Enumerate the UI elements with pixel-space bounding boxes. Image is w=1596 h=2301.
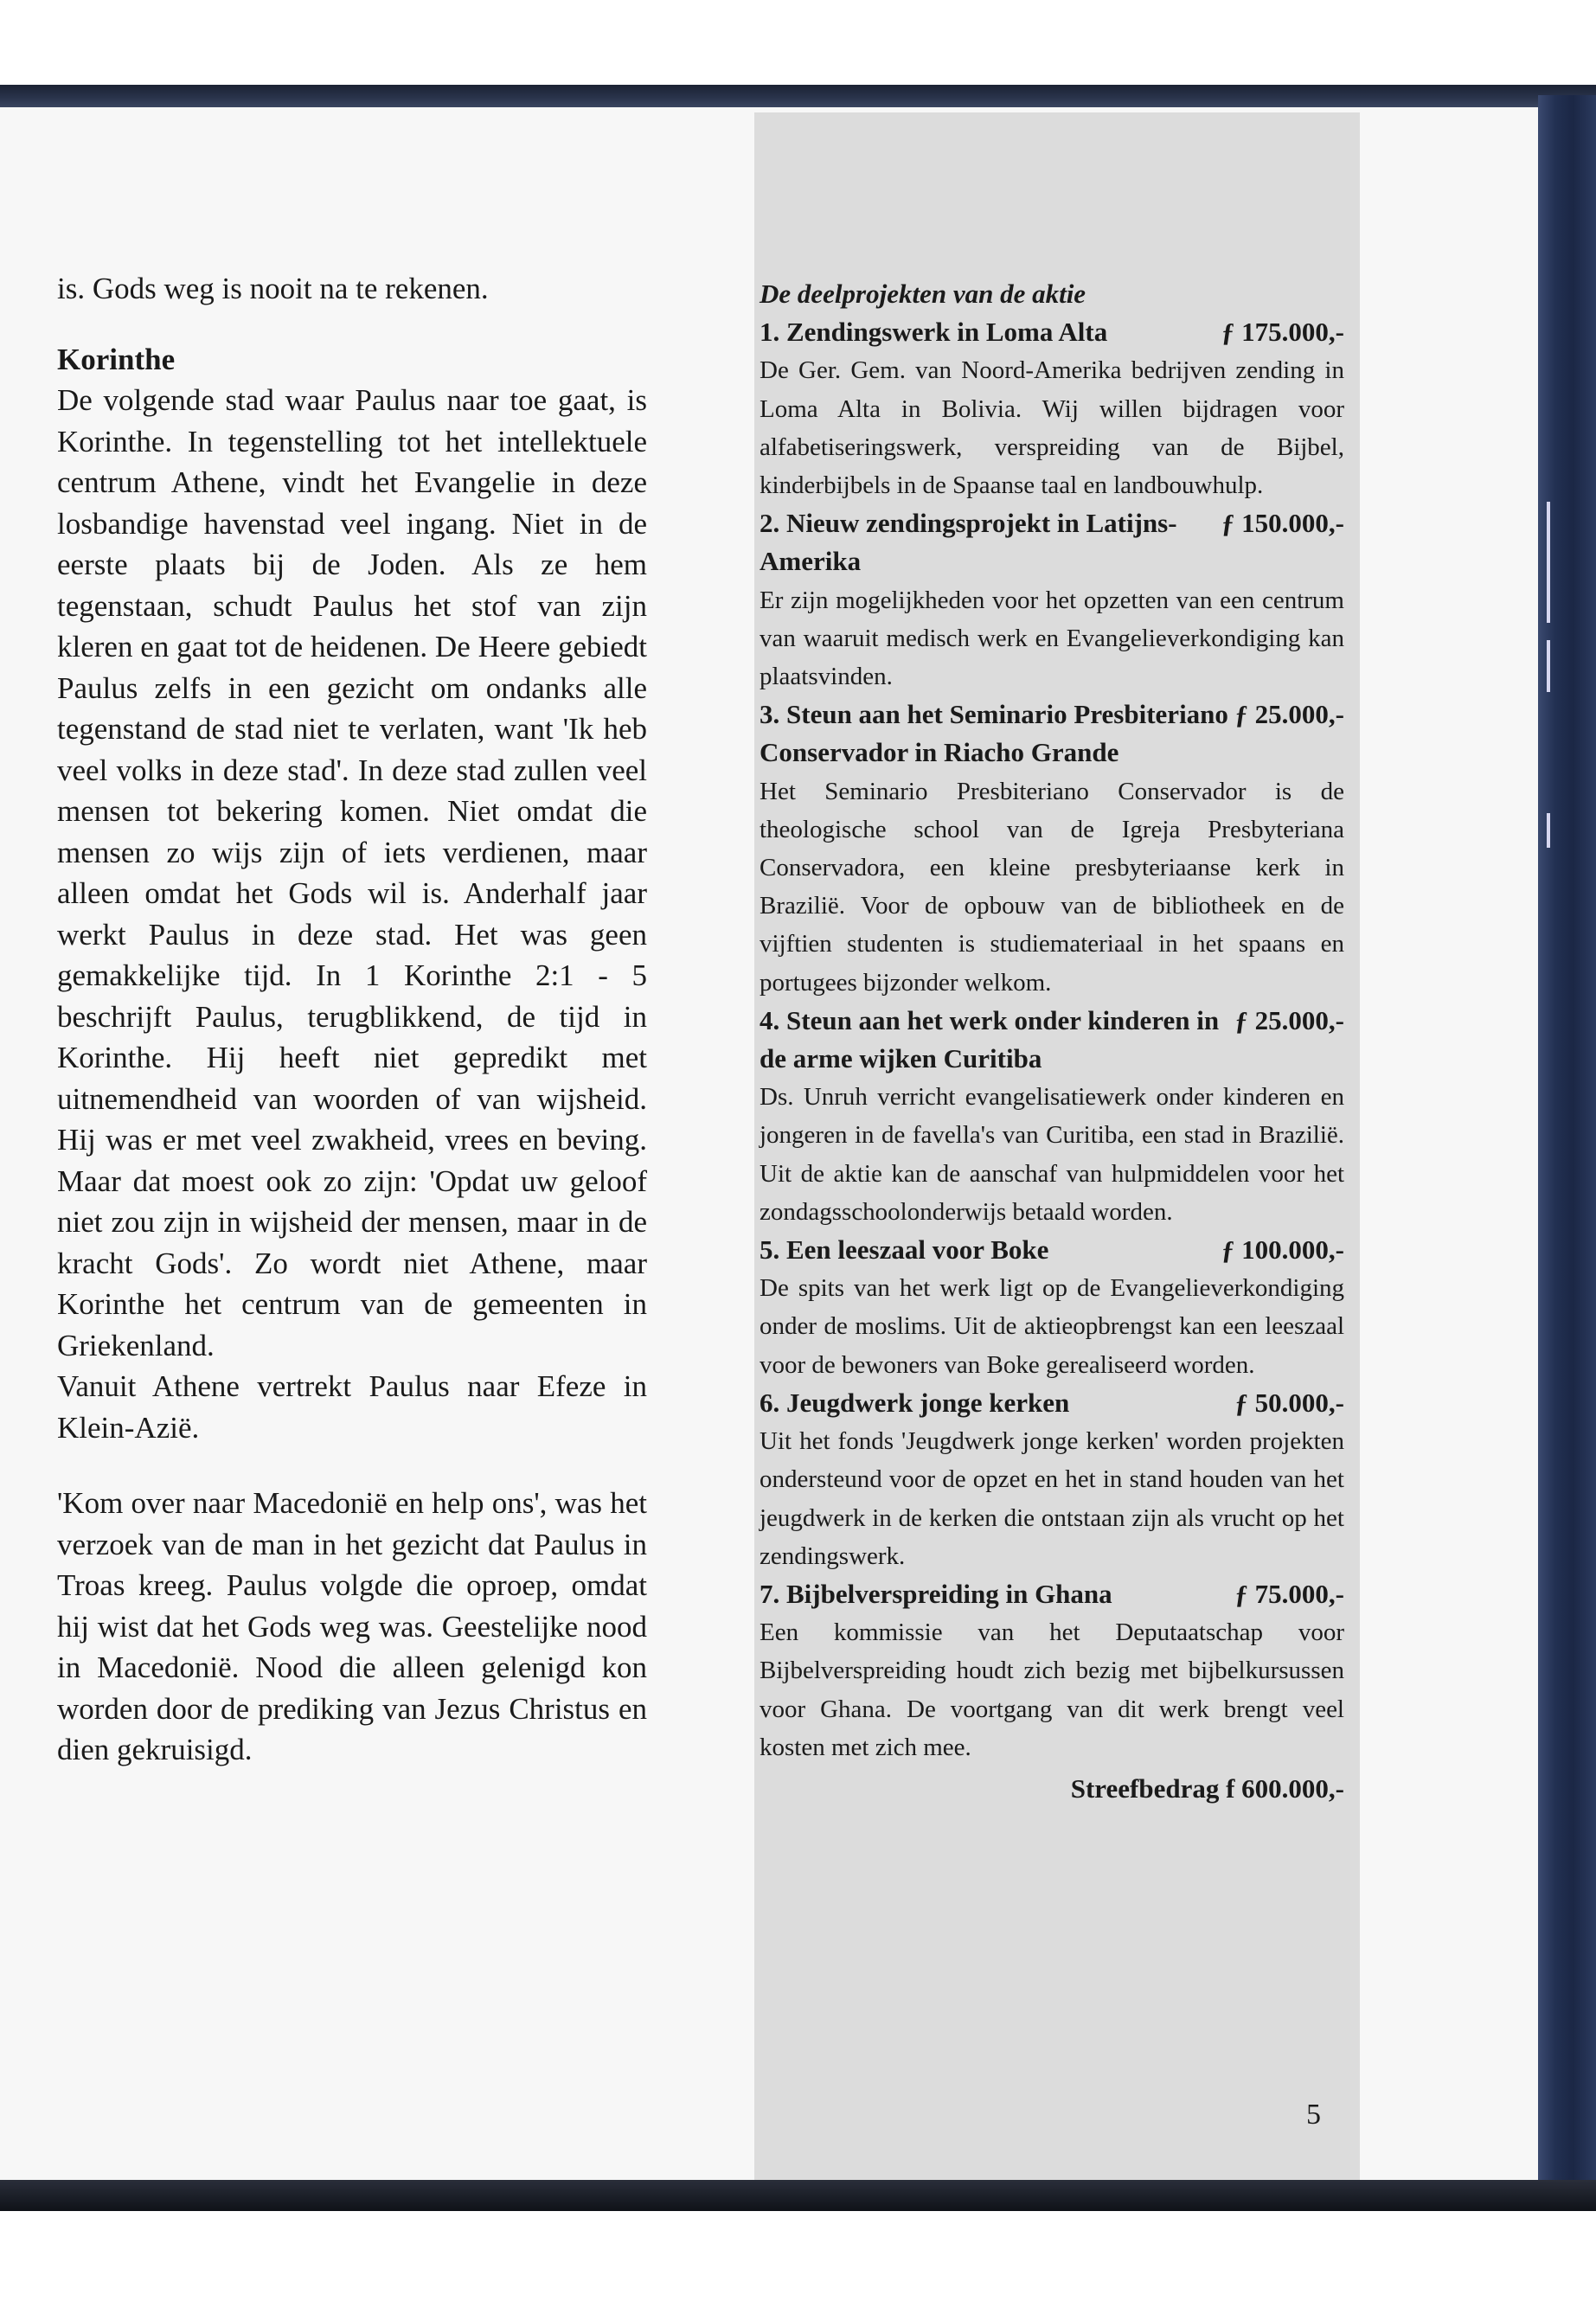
project-item: [760, 504, 1344, 695]
project-amount: ƒ 50.000,-: [1234, 1387, 1344, 1418]
project-amount: ƒ 25.000,-: [1234, 699, 1344, 730]
cover-stripe: [1547, 813, 1550, 848]
cover-stripe: [1547, 502, 1550, 623]
project-description: De Ger. Gem. van Noord-Amerika bedrijven zending in Loma Alta in Bolivia. Wij willen bijdragen voor alfabetiseringswerk, verspreiding van de Bijbel, kinderbijbels in de Spaanse taal en landbouwhulp.: [760, 356, 1344, 500]
project-heading-text: 6. Jeugdwerk jonge kerken: [760, 1387, 1070, 1418]
project-heading-text: 1. Zendingswerk in Loma Alta: [760, 317, 1108, 348]
project-item: [760, 1002, 1344, 1231]
project-heading-text: 2. Nieuw zendingsprojekt in Latijns-Amerika: [760, 508, 1177, 577]
intro-line: is. Gods weg is nooit na te rekenen.: [57, 272, 489, 305]
project-heading: [760, 1002, 1344, 1078]
project-amount: ƒ 175.000,-: [1221, 317, 1344, 348]
project-item: [760, 695, 1344, 1002]
project-heading: [760, 1231, 1344, 1269]
project-heading: [760, 504, 1344, 580]
paragraph: De volgende stad waar Paulus naar toe gaat, is Korinthe. In tegenstelling tot het intellektuele centrum Athene, vindt het Evangelie in deze losbandige havenstad veel ingang. Niet in de eerste plaats bij de Joden. Als ze hem tegenstaan, schudt Paulus het stof van zijn kleren en gaat tot de heidenen. De Heere gebiedt Paulus zelfs in een gezicht om ondanks alle tegenstand de stad niet te verlaten, want 'Ik heb veel volks in deze stad'. In deze stad zullen veel mensen tot bekering komen. Niet omdat die mensen zo wijs zijn of iets verdienen, maar alleen omdat het Gods wil is. Anderhalf jaar werkt Paulus in deze stad. Het was geen gemakkelijke tijd. In 1 Korinthe 2:1 - 5 beschrijft Paulus, terugblikkend, de tijd in Korinthe. Hij heeft niet gepredikt met uitnemendheid van woorden of van wijsheid. Hij was er met veel zwakheid, vrees en beving. Maar dat moest ook zo zijn: 'Opdat uw geloof niet zou zijn in wijsheid der mensen, maar in de kracht Gods'. Zo wordt niet Athene, maar Korinthe het centrum van de gemeenten in Griekenland.: [57, 383, 647, 1362]
projects-title: De deelprojekten van de aktie: [760, 279, 1086, 309]
project-description: De spits van het werk ligt op de Evangelieverkondiging onder de moslims. Uit de aktieopbrengst kan een leeszaal voor de bewoners van Boke gerealiseerd worden.: [760, 1274, 1344, 1379]
project-amount: ƒ 25.000,-: [1234, 1004, 1344, 1035]
cover-stripe: [1547, 640, 1550, 692]
project-heading-text: 5. Een leeszaal voor Boke: [760, 1234, 1049, 1266]
project-heading-text: 7. Bijbelverspreiding in Ghana: [760, 1578, 1112, 1609]
project-heading: [760, 313, 1344, 351]
project-amount: ƒ 150.000,-: [1221, 508, 1344, 539]
section-heading: Korinthe: [57, 342, 176, 376]
project-heading-text: 4. Steun aan het werk onder kinderen in de arme wijken Curitiba: [760, 1004, 1220, 1074]
book-cover-top-edge: [0, 85, 1596, 107]
paragraph: Vanuit Athene vertrekt Paulus naar Efeze in Klein-Azië.: [57, 1369, 647, 1445]
paragraph: 'Kom over naar Macedonië en help ons', was het verzoek van de man in het gezicht dat Paulus in Troas kreeg. Paulus volgde die oproep, omdat hij wist dat het Gods weg was. Geestelijke nood in Macedonië. Nood die alleen gelenigd kon worden door de prediking van Jezus Christus en dien gekruisigd.: [57, 1486, 647, 1766]
target-amount: Streefbedrag f 600.000,-: [1070, 1772, 1344, 1804]
project-item: [760, 1384, 1344, 1575]
project-heading-text: 3. Steun aan het Seminario Presbiteriano Conservador in Riacho Grande: [760, 699, 1228, 768]
book-cover-right-edge: [1538, 95, 1596, 2210]
project-description: Uit het fonds 'Jeugdwerk jonge kerken' worden projekten ondersteund voor de opzet en het in stand houden van het jeugdwerk in de kerken die ontstaan zijn als vrucht op het zendingswerk.: [760, 1427, 1344, 1570]
project-amount: ƒ 100.000,-: [1221, 1234, 1344, 1266]
project-heading: [760, 1384, 1344, 1422]
page-number: 5: [1306, 2099, 1321, 2131]
project-item: [760, 1231, 1344, 1384]
project-item: [760, 1575, 1344, 1766]
project-heading: [760, 1575, 1344, 1613]
book-cover-bottom-edge: [0, 2180, 1596, 2211]
project-description: Een kommissie van het Deputaatschap voor Bijbelverspreiding houdt zich bezig met bijbelkursussen voor Ghana. De voortgang van dit werk brengt veel kosten met zich mee.: [760, 1618, 1344, 1761]
project-description: Er zijn mogelijkheden voor het opzetten van een centrum van waaruit medisch werk en Evangelieverkondiging kan plaatsvinden.: [760, 586, 1344, 691]
project-description: Ds. Unruh verricht evangelisatiewerk onder kinderen en jongeren in de favella's van Curitiba, een stad in Brazilië. Uit de aktie kan de aanschaf van hulpmiddelen voor het zondagsschoolonderwijs betaald worden.: [760, 1083, 1344, 1226]
left-column: [57, 268, 647, 1771]
project-description: Het Seminario Presbiteriano Conservador is de theologische school van de Igreja Presbyteriana Conservadora, een kleine presbyteriaanse kerk in Brazilië. Voor de opbouw van de bibliotheek en de vijftien studenten is studiemateriaal in het spaans en portugees bijzonder welkom.: [760, 777, 1344, 997]
right-column: [760, 275, 1344, 1808]
project-heading: [760, 695, 1344, 772]
project-amount: ƒ 75.000,-: [1234, 1578, 1344, 1609]
project-item: [760, 313, 1344, 504]
